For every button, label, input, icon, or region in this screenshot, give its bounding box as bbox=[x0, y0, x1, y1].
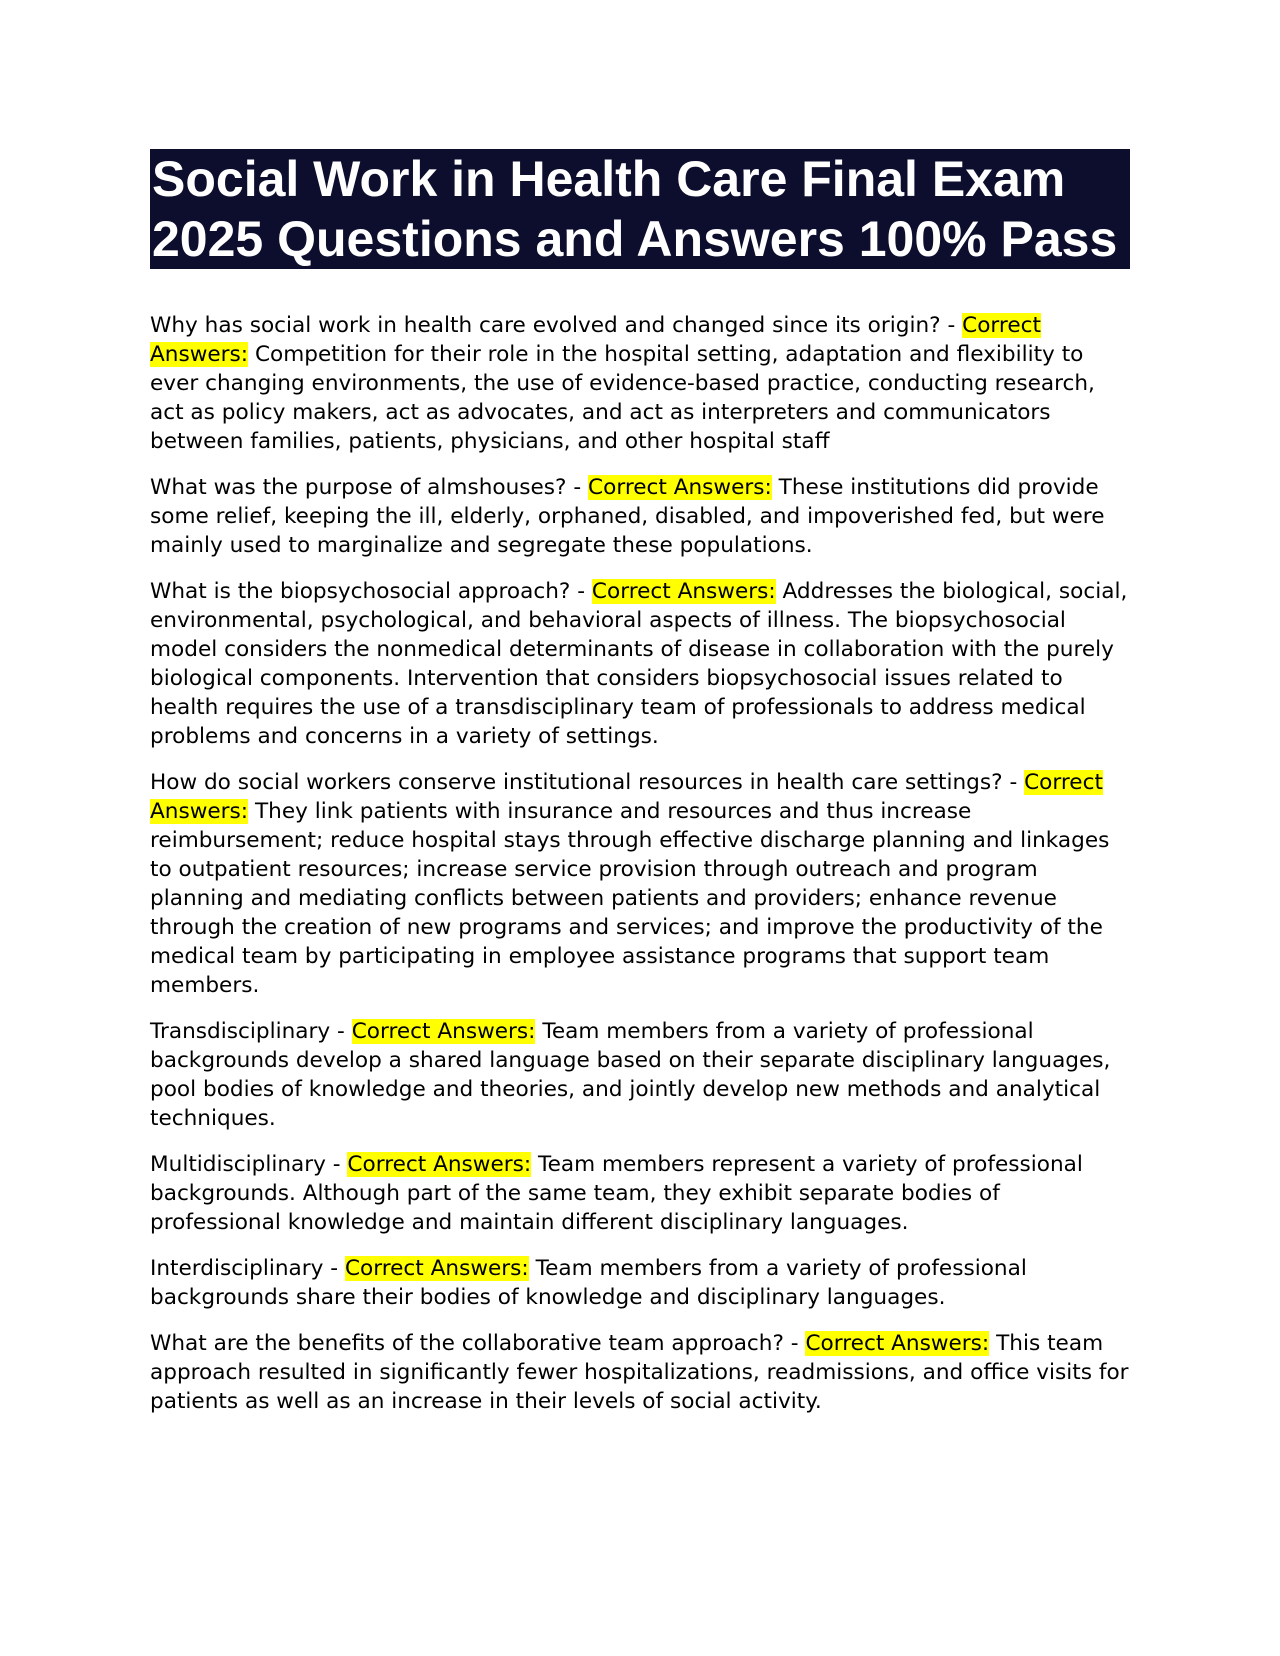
qa-item bbox=[150, 1017, 1130, 1133]
answer-text: Team members represent a variety of professional backgrounds. Although part of the same team, they exhibit separate bodies of professional knowledge and maintain different disciplinary languages. bbox=[150, 1152, 1083, 1235]
qa-item bbox=[150, 577, 1130, 751]
answer-text: Addresses the biological, social, environmental, psychological, and behavioral aspects of illness. The biopsychosocial model considers the nonmedical determinants of disease in collaboration with the purely biological components. Intervention that considers biopsychosocial issues related to health requires the use of a transdisciplinary team of professionals to address medical problems and concerns in a variety of settings. bbox=[150, 579, 1128, 749]
correct-answers-label: Correct Answers: bbox=[150, 770, 1103, 824]
answer-text: Team members from a variety of professional backgrounds develop a shared language based on their separate disciplinary languages, pool bodies of knowledge and theories, and jointly develop new methods and analytical techniques. bbox=[150, 1019, 1111, 1131]
answer-text: Competition for their role in the hospital setting, adaptation and flexibility to ever changing environments, the use of evidence-based practice, conducting research, act as policy makers, act as advocates, and act as interpreters and communicators between families, patients, physicians, and other hospital staff bbox=[150, 342, 1095, 454]
answer-text: Team members from a variety of professional backgrounds share their bodies of knowledge and disciplinary languages. bbox=[150, 1256, 1027, 1310]
qa-item bbox=[150, 768, 1130, 1000]
correct-answers-label: Correct Answers: bbox=[344, 1256, 529, 1281]
qa-item bbox=[150, 1150, 1130, 1237]
correct-answers-label: Correct Answers: bbox=[805, 1331, 990, 1356]
answer-text: These institutions did provide some relief, keeping the ill, elderly, orphaned, disabled, and impoverished fed, but were mainly used to marginalize and segregate these populations. bbox=[150, 475, 1105, 558]
correct-answers-label: Correct Answers: bbox=[150, 313, 1041, 367]
qa-item bbox=[150, 1329, 1130, 1416]
correct-answers-label: Correct Answers: bbox=[591, 579, 776, 604]
answer-text: This team approach resulted in significantly fewer hospitalizations, readmissions, and office visits for patients as well as an increase in their levels of social activity. bbox=[150, 1331, 1129, 1414]
question-text: What is the biopsychosocial approach? - bbox=[150, 579, 592, 604]
question-text: Multidisciplinary - bbox=[150, 1152, 348, 1177]
qa-list bbox=[150, 311, 1130, 1416]
qa-item bbox=[150, 311, 1130, 456]
question-text: What are the benefits of the collaborative team approach? - bbox=[150, 1331, 806, 1356]
qa-item bbox=[150, 1254, 1130, 1312]
correct-answers-label: Correct Answers: bbox=[351, 1019, 536, 1044]
document-page bbox=[150, 149, 1130, 1433]
qa-item bbox=[150, 473, 1130, 560]
question-text: Transdisciplinary - bbox=[150, 1019, 352, 1044]
answer-text: They link patients with insurance and resources and thus increase reimbursement; reduce hospital stays through effective discharge planning and linkages to outpatient resources; increase service provision through outreach and program planning and mediating conflicts between patients and providers; enhance revenue through the creation of new programs and services; and improve the productivity of the medical team by participating in employee assistance programs that support team members. bbox=[150, 799, 1110, 998]
question-text: What was the purpose of almshouses? - bbox=[150, 475, 589, 500]
correct-answers-label: Correct Answers: bbox=[347, 1152, 532, 1177]
correct-answers-label: Correct Answers: bbox=[588, 475, 772, 500]
question-text: How do social workers conserve institutional resources in health care settings? - bbox=[150, 770, 1025, 795]
document-title: Social Work in Health Care Final Exam 2025 Questions and Answers 100% Pass bbox=[150, 149, 1130, 269]
question-text: Why has social work in health care evolved and changed since its origin? - bbox=[150, 313, 963, 338]
question-text: Interdisciplinary - bbox=[150, 1256, 345, 1281]
